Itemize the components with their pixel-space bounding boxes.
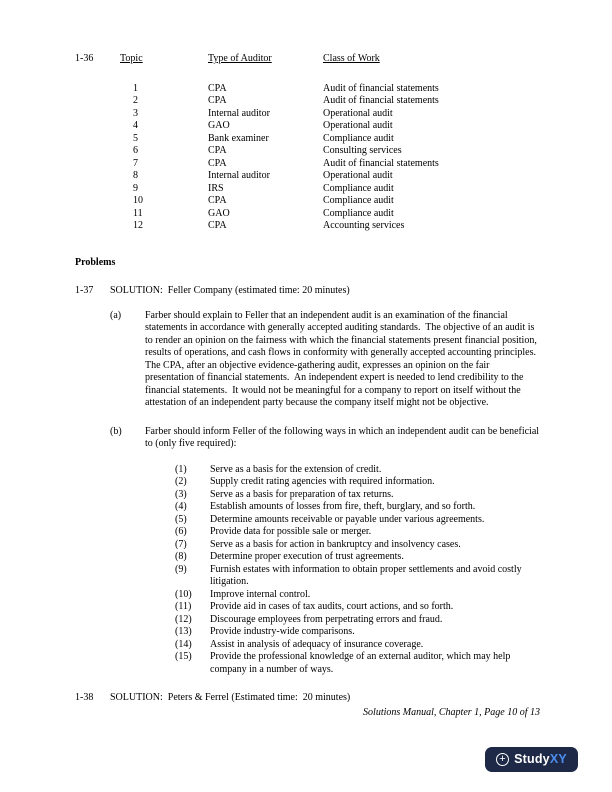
item-number: (5)	[175, 513, 187, 525]
item-text: Determine amounts receivable or payable under various agreements.	[210, 513, 485, 525]
class-of-work-cell: Audit of financial statements	[323, 82, 439, 94]
part-b-intro: Farber should inform Feller of the following ways in which an independent audit can be beneficial to (only five required):	[145, 425, 542, 449]
auditor-type-cell: GAO	[208, 120, 230, 131]
table-row	[75, 133, 540, 146]
list-item	[175, 564, 540, 589]
item-number: (7)	[175, 538, 187, 550]
topic-cell: 10	[133, 195, 143, 206]
solution-1-38-number: 1-38	[75, 692, 94, 703]
list-item	[175, 539, 540, 552]
item-text: Discourage employees from perpetrating errors and fraud.	[210, 613, 443, 625]
studyxy-logo	[485, 747, 578, 772]
table-row	[75, 83, 540, 96]
logo-text	[514, 753, 567, 766]
class-of-work-cell: Consulting services	[323, 145, 402, 156]
logo-text-study: Study	[514, 752, 550, 767]
auditor-type-cell: CPA	[208, 220, 227, 231]
topic-cell: 11	[133, 207, 143, 219]
table-row	[75, 145, 540, 158]
class-of-work-cell: Compliance audit	[323, 182, 394, 194]
list-item	[175, 489, 540, 502]
table-row	[75, 208, 540, 221]
item-number: (4)	[175, 501, 187, 512]
table-row	[75, 183, 540, 196]
class-of-work-cell: Operational audit	[323, 170, 393, 181]
solution-1-37-title: SOLUTION: Feller Company (estimated time: 20 minutes)	[110, 285, 350, 296]
column-header-class-of-work: Class of Work	[323, 53, 380, 64]
part-b	[110, 426, 540, 451]
item-number: (3)	[175, 488, 187, 500]
topic-cell: 5	[133, 132, 138, 144]
item-text: Improve internal control.	[210, 588, 311, 600]
benefits-list	[175, 464, 540, 677]
part-b-label: (b)	[110, 425, 122, 437]
topic-cell: 6	[133, 145, 138, 156]
item-text: Serve as a basis for the extension of credit.	[210, 463, 382, 475]
list-item	[175, 589, 540, 602]
list-item	[175, 501, 540, 514]
item-number: (12)	[175, 613, 192, 625]
auditor-type-cell: CPA	[208, 157, 227, 169]
list-item	[175, 601, 540, 614]
part-a-text: Farber should explain to Feller that an independent audit is an examination of the financial statements in accordance with generally accepted auditing standards. The objective of an audit is to render an opinion on the fairness with which the financial statements present financial position, results of operations, and cash flows in conformity with generally accepted accounting principles. The CPA, after an objective evidence-gathering audit, expresses an opinion on the fair presentation of financial statements. An independent expert is needed to lend credibility to the financial statements. It would not be meaningful for a company to report on itself without the attestation of an independent party because the company itself might not be objective.	[145, 309, 541, 408]
item-text: Determine proper execution of trust agreements.	[210, 551, 404, 562]
part-a-label: (a)	[110, 309, 122, 321]
item-number: (1)	[175, 463, 187, 475]
exercise-number: 1-36	[75, 53, 94, 64]
auditor-type-cell: CPA	[208, 195, 227, 206]
topic-cell: 4	[133, 120, 138, 131]
table-row	[75, 108, 540, 121]
topic-cell: 12	[133, 220, 143, 231]
table-row	[75, 170, 540, 183]
solution-1-37-line	[75, 285, 540, 298]
list-item	[175, 526, 540, 539]
item-number: (11)	[175, 601, 192, 612]
list-item	[175, 639, 540, 652]
topic-cell: 1	[133, 82, 138, 94]
auditor-type-cell: CPA	[208, 145, 227, 156]
column-header-topic: Topic	[120, 53, 143, 64]
class-of-work-cell: Compliance audit	[323, 207, 394, 219]
problems-heading: Problems	[75, 256, 116, 268]
item-text: Establish amounts of losses from fire, theft, burglary, and so forth.	[210, 501, 476, 512]
auditor-type-cell: GAO	[208, 207, 230, 219]
solution-1-38-line	[75, 692, 540, 705]
auditor-type-cell: IRS	[208, 182, 224, 194]
class-of-work-cell: Compliance audit	[323, 132, 394, 144]
part-a	[110, 310, 540, 410]
item-text: Provide the professional knowledge of an external auditor, which may help company in a number of ways.	[210, 651, 513, 675]
auditor-type-cell: Bank examiner	[208, 132, 269, 144]
topic-cell: 2	[133, 95, 138, 106]
class-of-work-cell: Operational audit	[323, 120, 393, 131]
item-number: (10)	[175, 588, 192, 600]
table-row	[75, 120, 540, 133]
item-number: (6)	[175, 526, 187, 537]
logo-text-xy: XY	[549, 752, 567, 767]
item-number: (14)	[175, 638, 192, 650]
list-item	[175, 551, 540, 564]
item-text: Provide industry-wide comparisons.	[210, 626, 355, 637]
class-of-work-cell: Compliance audit	[323, 195, 394, 206]
list-item	[175, 464, 540, 477]
topic-cell: 3	[133, 107, 138, 119]
solution-1-38-title: SOLUTION: Peters & Ferrel (Estimated time: 20 minutes)	[110, 692, 351, 703]
item-number: (9)	[175, 563, 187, 575]
list-item	[175, 514, 540, 527]
item-number: (8)	[175, 551, 187, 562]
auditor-type-cell: Internal auditor	[208, 170, 270, 181]
item-text: Supply credit rating agencies with required information.	[210, 476, 435, 487]
column-header-type-of-auditor: Type of Auditor	[208, 53, 272, 64]
table-row	[75, 95, 540, 108]
item-text: Provide data for possible sale or merger.	[210, 526, 372, 537]
class-of-work-cell: Accounting services	[323, 220, 405, 231]
plus-icon: +	[496, 753, 509, 766]
class-of-work-cell: Audit of financial statements	[323, 157, 439, 169]
class-of-work-cell: Audit of financial statements	[323, 95, 439, 106]
auditor-table	[75, 83, 540, 233]
page-footer: Solutions Manual, Chapter 1, Page 10 of 13	[363, 706, 540, 718]
auditor-type-cell: CPA	[208, 82, 227, 94]
list-item	[175, 476, 540, 489]
topic-cell: 7	[133, 157, 138, 169]
item-text: Provide aid in cases of tax audits, court actions, and so forth.	[210, 601, 454, 612]
list-item	[175, 614, 540, 627]
table-row	[75, 195, 540, 208]
solution-1-37-number: 1-37	[75, 285, 94, 296]
topic-cell: 8	[133, 170, 138, 181]
item-text: Assist in analysis of adequacy of insurance coverage.	[210, 638, 424, 650]
item-text: Furnish estates with information to obtain proper settlements and avoid costly litigation.	[210, 563, 525, 587]
class-of-work-cell: Operational audit	[323, 107, 393, 119]
item-text: Serve as a basis for action in bankruptcy and insolvency cases.	[210, 538, 461, 550]
auditor-type-cell: Internal auditor	[208, 107, 270, 119]
item-number: (15)	[175, 651, 192, 662]
exercise-1-36-header-row	[75, 53, 540, 66]
list-item	[175, 651, 540, 676]
list-item	[175, 626, 540, 639]
item-text: Serve as a basis for preparation of tax returns.	[210, 488, 394, 500]
topic-cell: 9	[133, 182, 138, 194]
item-number: (13)	[175, 626, 192, 637]
auditor-type-cell: CPA	[208, 95, 227, 106]
table-row	[75, 220, 540, 233]
table-row	[75, 158, 540, 171]
item-number: (2)	[175, 476, 187, 487]
